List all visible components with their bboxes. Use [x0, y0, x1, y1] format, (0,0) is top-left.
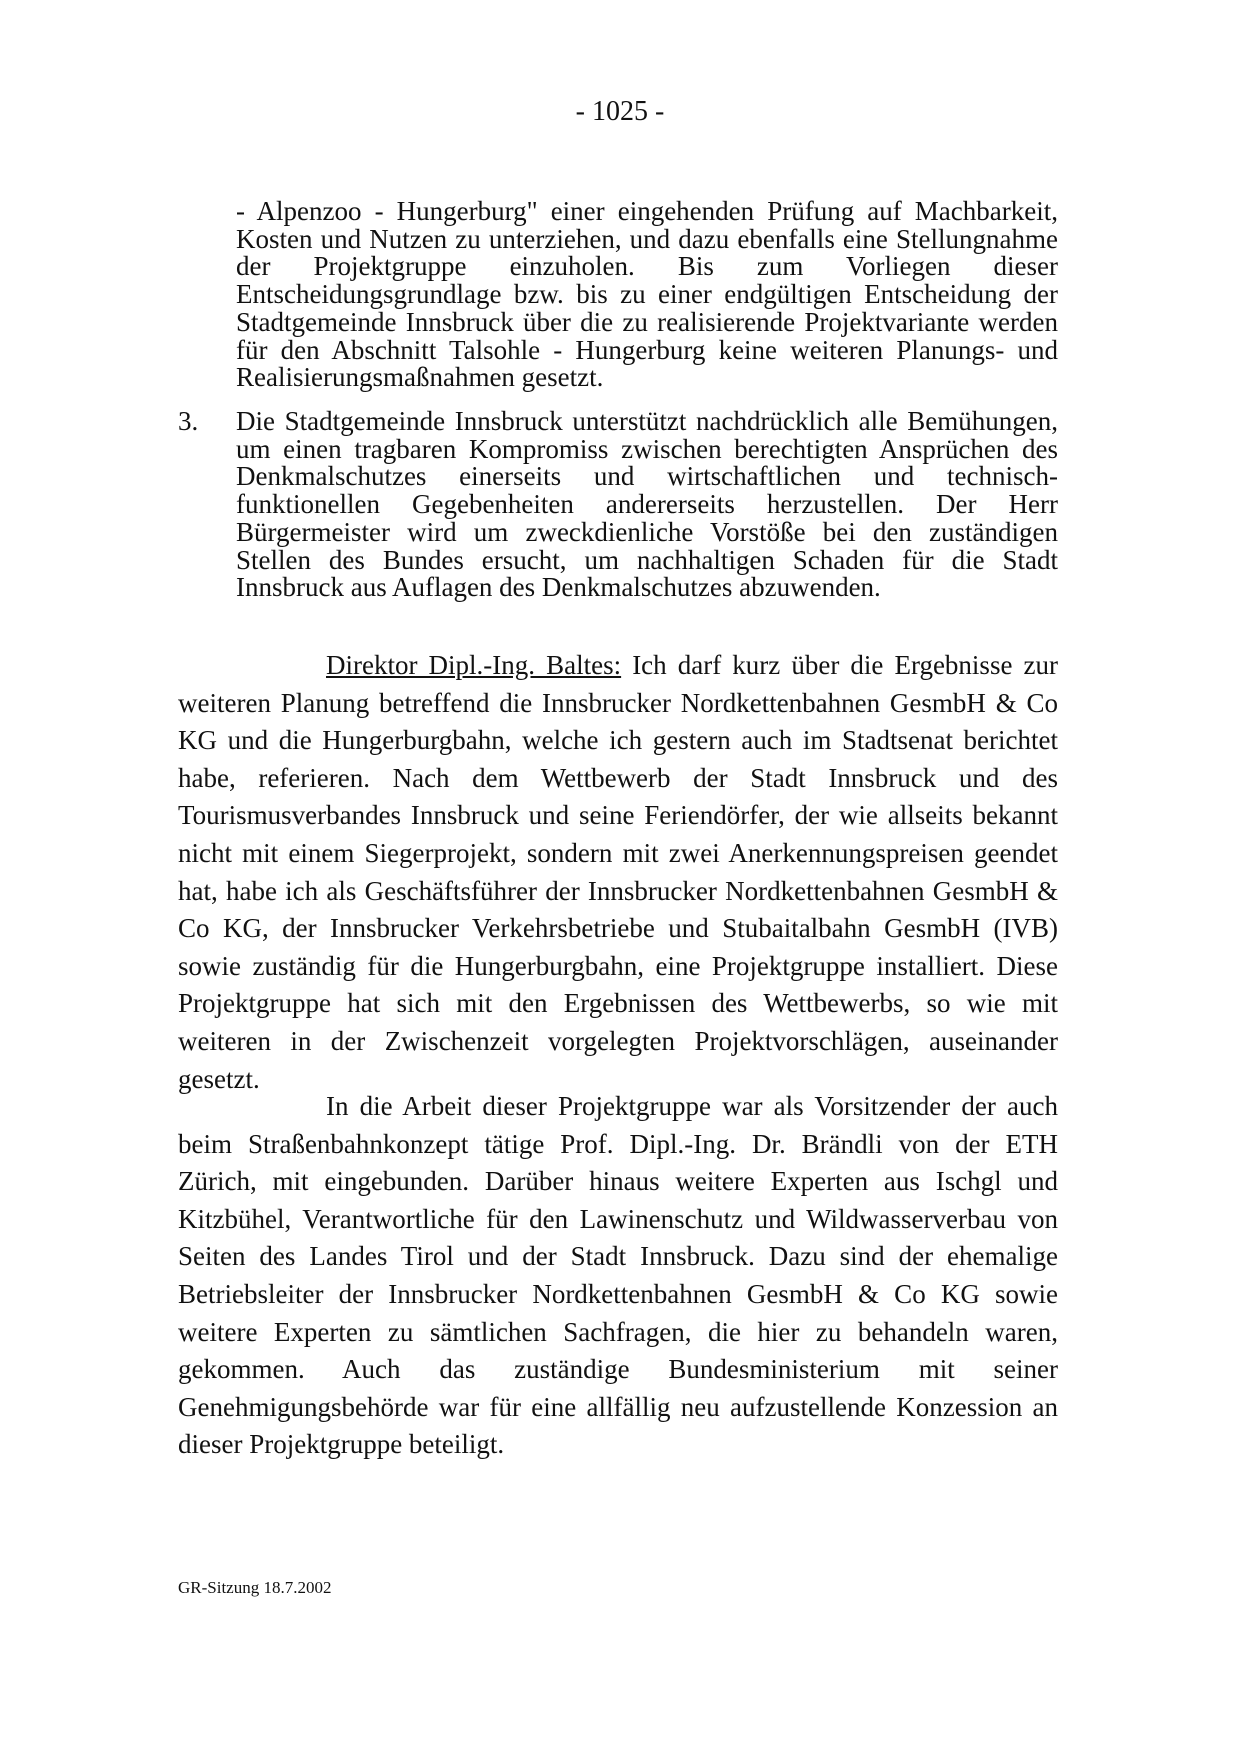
list-item [178, 408, 1058, 602]
footer-session-date: GR-Sitzung 18.7.2002 [178, 1578, 332, 1597]
continuation-paragraph: - Alpenzoo - Hungerburg" einer eingehenden Prüfung auf Machbarkeit, Kosten und Nutzen zu unterziehen, und dazu ebenfalls eine Stellungnahme der Projektgruppe einzuholen. Bis zum Vorliegen dieser Entscheidungsgrundlage bzw. bis zu einer endgültigen Entscheidung der Stadtgemeinde Innsbruck über die zu realisierende Projektvariante werden für den Abschnitt Talsohle - Hungerburg keine weiteren Planungs- und Realisierungsmaßnahmen gesetzt. [236, 196, 1058, 393]
speech-paragraph-2 [178, 1088, 1058, 1464]
speech-text-2: In die Arbeit dieser Projektgruppe war als Vorsitzender der auch beim Straßenbahnkonzept tätige Prof. Dipl.-Ing. Dr. Brändli von der ETH Zürich, mit eingebunden. Darüber hinaus weitere Experten aus Ischgl und Kitzbühel, Verantwortliche für den Lawinenschutz und Wildwasserverbau von Seiten des Landes Tirol und der Stadt Innsbruck. Dazu sind der ehemalige Betriebsleiter der Innsbrucker Nordkettenbahnen GesmbH & Co KG sowie weitere Experten zu sämtlichen Sachfragen, die hier zu behandeln waren, gekommen. Auch das zuständige Bundesministerium mit seiner Genehmigungsbehörde war für eine allfällig neu aufzustellende Konzession an dieser Projektgruppe beteiligt. [178, 1091, 1058, 1460]
list-item-number: 3. [178, 406, 199, 436]
page-number: - 1025 - [575, 96, 665, 127]
speaker-name: Direktor Dipl.-Ing. Baltes: [326, 650, 622, 680]
speech-paragraph-1 [178, 647, 1058, 1098]
list-item-text: Die Stadtgemeinde Innsbruck unterstützt nachdrücklich alle Bemühungen, um einen tragbaren Kompromiss zwischen berechtigten Ansprüchen des Denkmalschutzes einerseits und wirtschaftlichen und technisch-funktionellen Gegebenheiten andererseits herzustellen. Der Herr Bürgermeister wird um zweckdienliche Vorstöße bei den zuständigen Stellen des Bundes ersucht, um nachhaltigen Schaden für die Stadt Innsbruck aus Auflagen des Denkmalschutzes abzuwenden. [236, 406, 1058, 603]
speech-text-1: Ich darf kurz über die Ergebnisse zur weiteren Planung betreffend die Innsbrucker Nordkettenbahnen GesmbH & Co KG und die Hungerburgbahn, welche ich gestern auch im Stadtsenat berichtet habe, referieren. Nach dem Wettbewerb der Stadt Innsbruck und des Tourismusverbandes Innsbruck und seine Feriendörfer, der wie allseits bekannt nicht mit einem Siegerprojekt, sondern mit zwei Anerkennungspreisen geendet hat, habe ich als Geschäftsführer der Innsbrucker Nordkettenbahnen GesmbH & Co KG, der Innsbrucker Verkehrsbetriebe und Stubaitalbahn GesmbH (IVB) sowie zuständig für die Hungerburgbahn, eine Projektgruppe installiert. Diese Projektgruppe hat sich mit den Ergebnissen des Wettbewerbs, so wie mit weiteren in der Zwischenzeit vorgelegten Projektvorschlägen, auseinander gesetzt. [178, 650, 1058, 1094]
